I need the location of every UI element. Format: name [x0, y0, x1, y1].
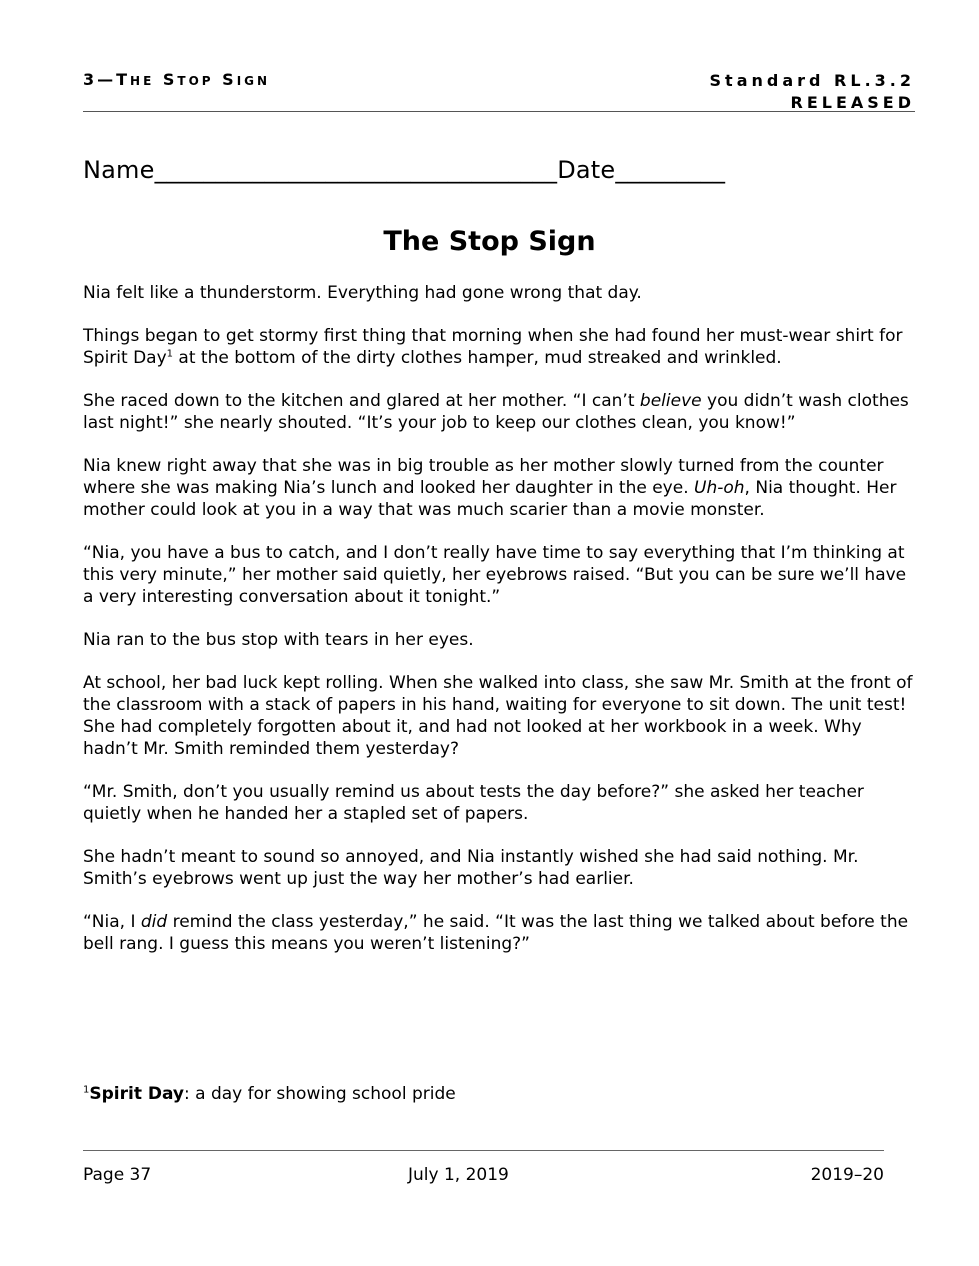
emphasis-text: believe	[639, 391, 702, 411]
paragraph: “Nia, you have a bus to catch, and I don’t really have time to say everything that I’m thinking at this very minute,” her mother said quietly, her eyebrows raised. “But you can be sure we’ll have a very interesting conversation about it tonight.”	[83, 543, 907, 607]
footnote-reference: 1	[166, 348, 174, 360]
paragraph: At school, her bad luck kept rolling. When she walked into class, she saw Mr. Smith at the front of the classroom with a stack of papers in his hand, waiting for everyone to sit down. The unit test! She had completely forgotten about it, and had not looked at her workbook in a week. Why hadn’t Mr. Smith reminded them yesterday?	[83, 673, 913, 759]
name-label: Name	[83, 156, 155, 184]
header-standard	[710, 70, 915, 114]
standard-label: Standard RL.3.2	[709, 71, 915, 90]
paragraph	[83, 455, 913, 521]
paragraph-text: “Nia, I	[83, 912, 141, 932]
name-field[interactable]: _________________________________	[154, 156, 558, 184]
footnote	[83, 1083, 456, 1105]
emphasis-text: Uh-oh	[694, 478, 745, 498]
paragraph: She hadn’t meant to sound so annoyed, and Nia instantly wished she had said nothing. Mr. Smith’s eyebrows went up just the way her mother’s had earlier.	[83, 847, 859, 889]
paragraph	[83, 390, 913, 434]
date-label: Date	[557, 156, 616, 184]
paragraph-text: remind the class yesterday,” he said. “It was the last thing we talked about before the bell rang. I guess this means you weren’t listening?”	[83, 912, 909, 954]
page-number: Page 37	[83, 1165, 152, 1185]
footnote-definition: : a day for showing school pride	[184, 1084, 456, 1104]
paragraph: Nia felt like a thunderstorm. Everything had gone wrong that day.	[83, 283, 642, 303]
title-smallcaps: TOP	[177, 74, 214, 88]
footer-year: 2019–20	[810, 1165, 884, 1185]
section-number: 3—T	[83, 70, 131, 89]
footer-divider	[83, 1150, 884, 1151]
paragraph-text: Things began to get stormy first thing that morning when she had found her must-wear shirt for Spirit Day	[83, 326, 903, 368]
footnote-marker: 1	[83, 1084, 90, 1096]
title-smallcaps: IGN	[236, 74, 271, 88]
title-cap: S	[162, 70, 178, 89]
title-cap: S	[222, 70, 237, 89]
paragraph-text: you didn’t wash clothes last night!” she nearly shouted. “It’s your job to keep our clothes clean, you know!”	[83, 391, 909, 433]
paragraph	[83, 325, 913, 369]
paragraph: “Mr. Smith, don’t you usually remind us about tests the day before?” she asked her teacher quietly when he handed her a stapled set of papers.	[83, 782, 864, 824]
date-field[interactable]: _________	[615, 156, 726, 184]
paragraph-text: She raced down to the kitchen and glared at her mother. “I can’t	[83, 391, 640, 411]
footer-date: July 1, 2019	[408, 1165, 509, 1185]
header-divider	[83, 111, 915, 112]
story-body	[83, 282, 913, 976]
paragraph	[83, 911, 913, 955]
paragraph-text: Nia knew right away that she was in big trouble as her mother slowly turned from the counter where she was making Nia’s lunch and looked her daughter in the eye.	[83, 456, 884, 498]
paragraph-text: , Nia thought. Her mother could look at you in a way that was much scarier than a movie monster.	[83, 478, 897, 520]
header-section-title	[83, 70, 270, 89]
emphasis-text: did	[140, 912, 168, 932]
released-label: RELEASED	[790, 93, 915, 112]
paragraph-text: at the bottom of the dirty clothes hamper, mud streaked and wrinkled.	[173, 348, 782, 368]
story-title: The Stop Sign	[383, 226, 596, 257]
title-smallcaps: HE	[130, 74, 155, 88]
footnote-term: Spirit Day	[89, 1084, 185, 1104]
name-date-line	[83, 156, 725, 184]
paragraph: Nia ran to the bus stop with tears in her eyes.	[83, 630, 474, 650]
